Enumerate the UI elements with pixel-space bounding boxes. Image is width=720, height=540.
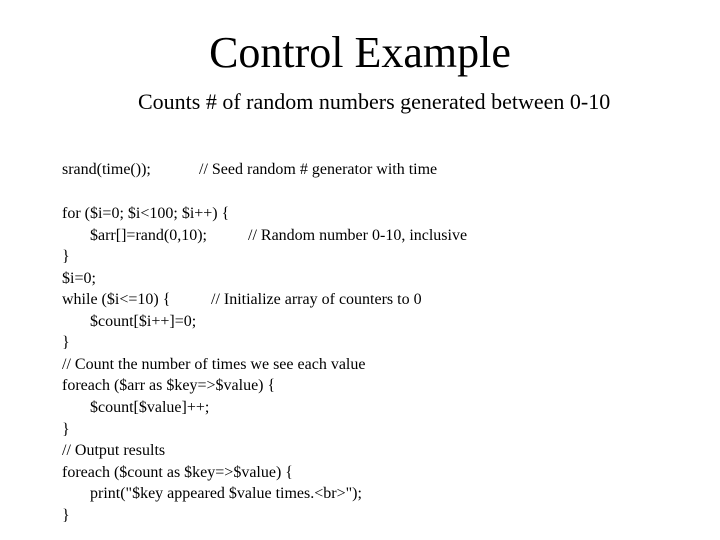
code-line-count-increment: $count[$value]++; [90, 399, 210, 416]
code-comment-seed: // Seed random # generator with time [199, 161, 438, 178]
code-line-count-init: $count[$i++]=0; [90, 313, 197, 330]
code-line-for: for ($i=0; $i<100; $i++) { [62, 205, 230, 222]
code-line-close-brace: } [62, 334, 70, 351]
code-line-foreach-arr: foreach ($arr as $key=>$value) { [62, 377, 276, 394]
code-line-close-brace: } [62, 421, 70, 438]
slide-title: Control Example [209, 28, 511, 77]
slide-subtitle: Counts # of random numbers generated between 0-10 [138, 89, 611, 114]
code-line-close-brace: } [62, 248, 70, 265]
code-line-arr: $arr[]=rand(0,10); [90, 227, 207, 244]
code-comment-output: // Output results [62, 442, 166, 459]
code-line-i-reset: $i=0; [62, 270, 96, 287]
code-comment-count: // Count the number of times we see each value [62, 356, 366, 373]
code-line-foreach-count: foreach ($count as $key=>$value) { [62, 464, 293, 481]
code-line-close-brace: } [62, 507, 70, 524]
code-line-srand: srand(time()); [62, 161, 151, 178]
code-line-while: while ($i<=10) { [62, 291, 171, 308]
code-comment-random: // Random number 0-10, inclusive [248, 227, 468, 244]
code-line-print: print("$key appeared $value times.<br>"); [90, 485, 362, 502]
code-comment-initialize: // Initialize array of counters to 0 [211, 291, 422, 308]
